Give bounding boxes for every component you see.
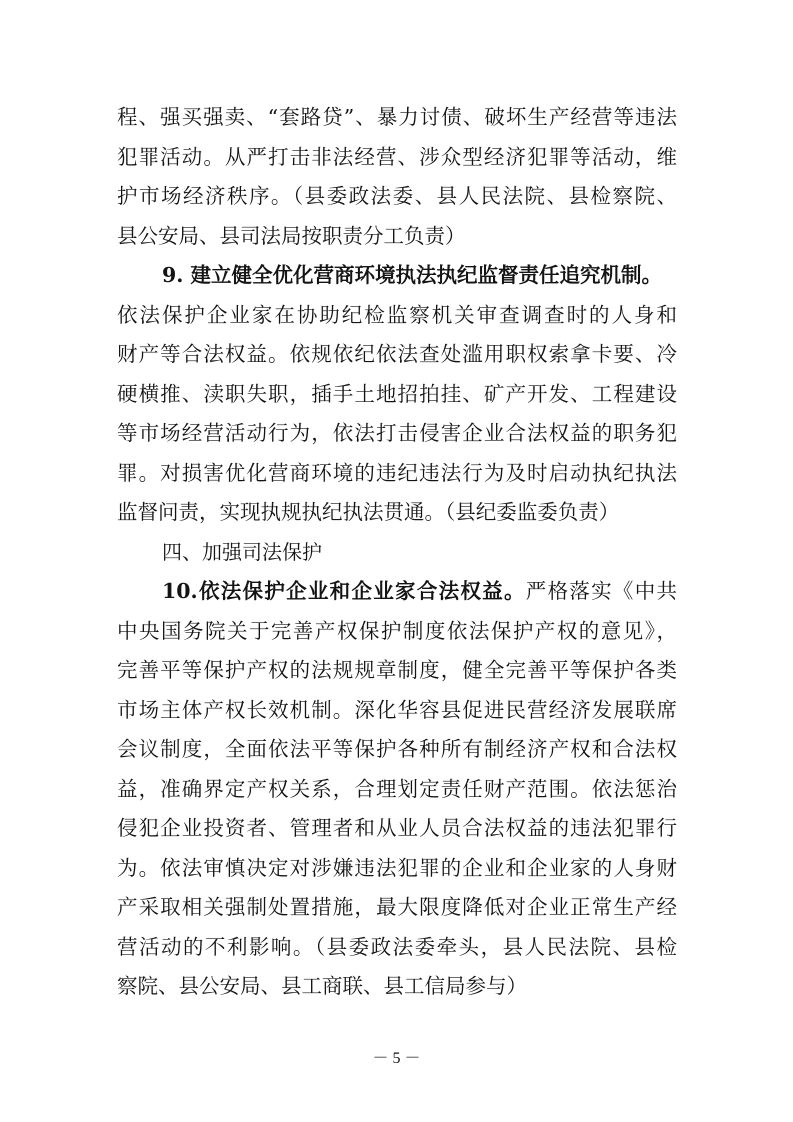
item-9-title: 9. 建立健全优化营商环境执法执纪监督责任追究机制。 [162,263,663,287]
text-line: 侵犯企业投资者、管理者和从业人员合法权益的违法犯罪行 [117,816,677,840]
text-line: 监督问责，实现执规执纪执法贯通。（县纪委监委负责） [117,500,620,524]
item-10-title: 10.依法保护企业和企业家合法权益。 [162,579,526,603]
text-line: 护市场经济秩序。（县委政法委、县人民法院、县检察院、 [117,184,677,208]
text-line: 察院、县公安局、县工商联、县工信局参与） [117,974,527,998]
text-line: 罪。对损害优化营商环境的违纪违法行为及时启动执纪执法 [117,460,677,485]
text-line: 完善平等保护产权的法规规章制度，健全完善平等保护各类 [117,658,677,682]
text-line: 营活动的不利影响。（县委政法委牵头，县人民法院、县检 [117,934,677,959]
item-10-first-line [117,572,677,612]
text-line: 会议制度，全面依法平等保护各种所有制经济产权和合法权 [117,737,677,761]
page-number: － 5 － [372,1050,421,1067]
text-line: 程、强买强卖、“套路贷”、暴力讨债、破坏生产经营等违法 [117,105,677,129]
text-line: 依法保护企业家在协助纪检监察机关审查调查时的人身和 [117,302,677,327]
text-line: 市场主体产权长效机制。深化华容县促进民营经济发展联席 [117,697,677,722]
text-line: 财产等合法权益。依规依纪依法查处滥用职权索拿卡要、冷 [117,342,677,366]
text-line: 县公安局、县司法局按职责分工负责） [117,223,466,248]
text-line: 中央国务院关于完善产权保护制度依法保护产权的意见》， [117,618,677,643]
text-line: 硬横推、渎职失职，插手土地招拍挂、矿产开发、工程建设 [117,381,677,406]
text-line: 产采取相关强制处置措施，最大限度降低对企业正常生产经 [117,895,677,919]
text-line: 为。依法审慎决定对涉嫌违法犯罪的企业和企业家的人身财 [117,855,677,880]
text-line: 犯罪活动。从严打击非法经营、涉众型经济犯罪等活动，维 [117,144,677,169]
document-body [117,98,677,1007]
item-10-first-text: 严格落实《中共 [525,579,678,603]
text-line: 等市场经营活动行为，依法打击侵害企业合法权益的职务犯 [117,421,677,445]
section-heading: 四、加强司法保护 [162,539,322,564]
text-line: 益，准确界定产权关系，合理划定责任财产范围。依法惩治 [117,776,677,801]
